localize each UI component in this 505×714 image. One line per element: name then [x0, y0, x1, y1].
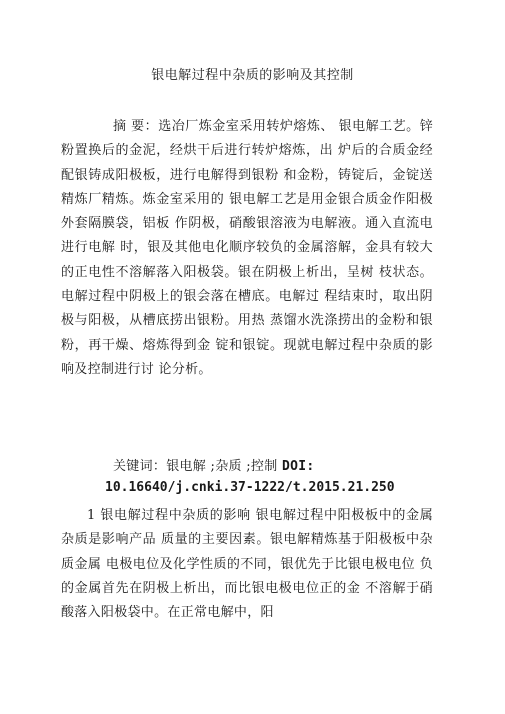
doi-value: 10.16640/j.cnki.37-1222/t.2015.21.250: [105, 480, 395, 495]
doi-label: DOI:: [281, 459, 315, 474]
keywords-line: [61, 455, 433, 479]
document-title: 银电解过程中杂质的影响及其控制: [151, 68, 354, 83]
abstract-paragraph: 摘 要：选冶厂炼金室采用转炉熔炼、 银电解工艺。锌粉置换后的金泥，经烘干后进行转炉熔炼，出 炉后的合质金经配银铸成阳极板，进行电解得到银粉 和金粉，铸锭后，金锭送精炼厂精炼。炼金室采用的 银电解工艺是用金银合质金作阳极外套隔膜袋，铝板 作阴极，硝酸银溶液为电解液。通入直流电进行电解 时，银及其他电化顺序较负的金属溶解，金具有较大 的正电性不溶解落入阳极袋。银在阴极上析出，呈树 枝状态。电解过程中阴极上的银会落在槽底。电解过 程结束时，取出阴极与阳极，从槽底捞出银粉。用热 蒸馏水洗涤捞出的金粉和银粉，再干燥、熔炼得到金 锭和银锭。现就电解过程中杂质的影响及控制进行讨 论分析。: [61, 119, 433, 377]
section-1-paragraph: 1 银电解过程中杂质的影响 银电解过程中阳极板中的金属杂质是影响产品 质量的主要因素。银电解精炼基于阳极板中杂质金属 电极电位及化学性质的不同，银优先于比银电极电位 负的金属首先在阴极上析出，而比银电极电位正的金 不溶解于硝酸落入阳极袋中。在正常电解中，阳: [61, 508, 433, 621]
keywords-label: 关键词：银电解 ;杂质 ;控制: [113, 459, 282, 474]
